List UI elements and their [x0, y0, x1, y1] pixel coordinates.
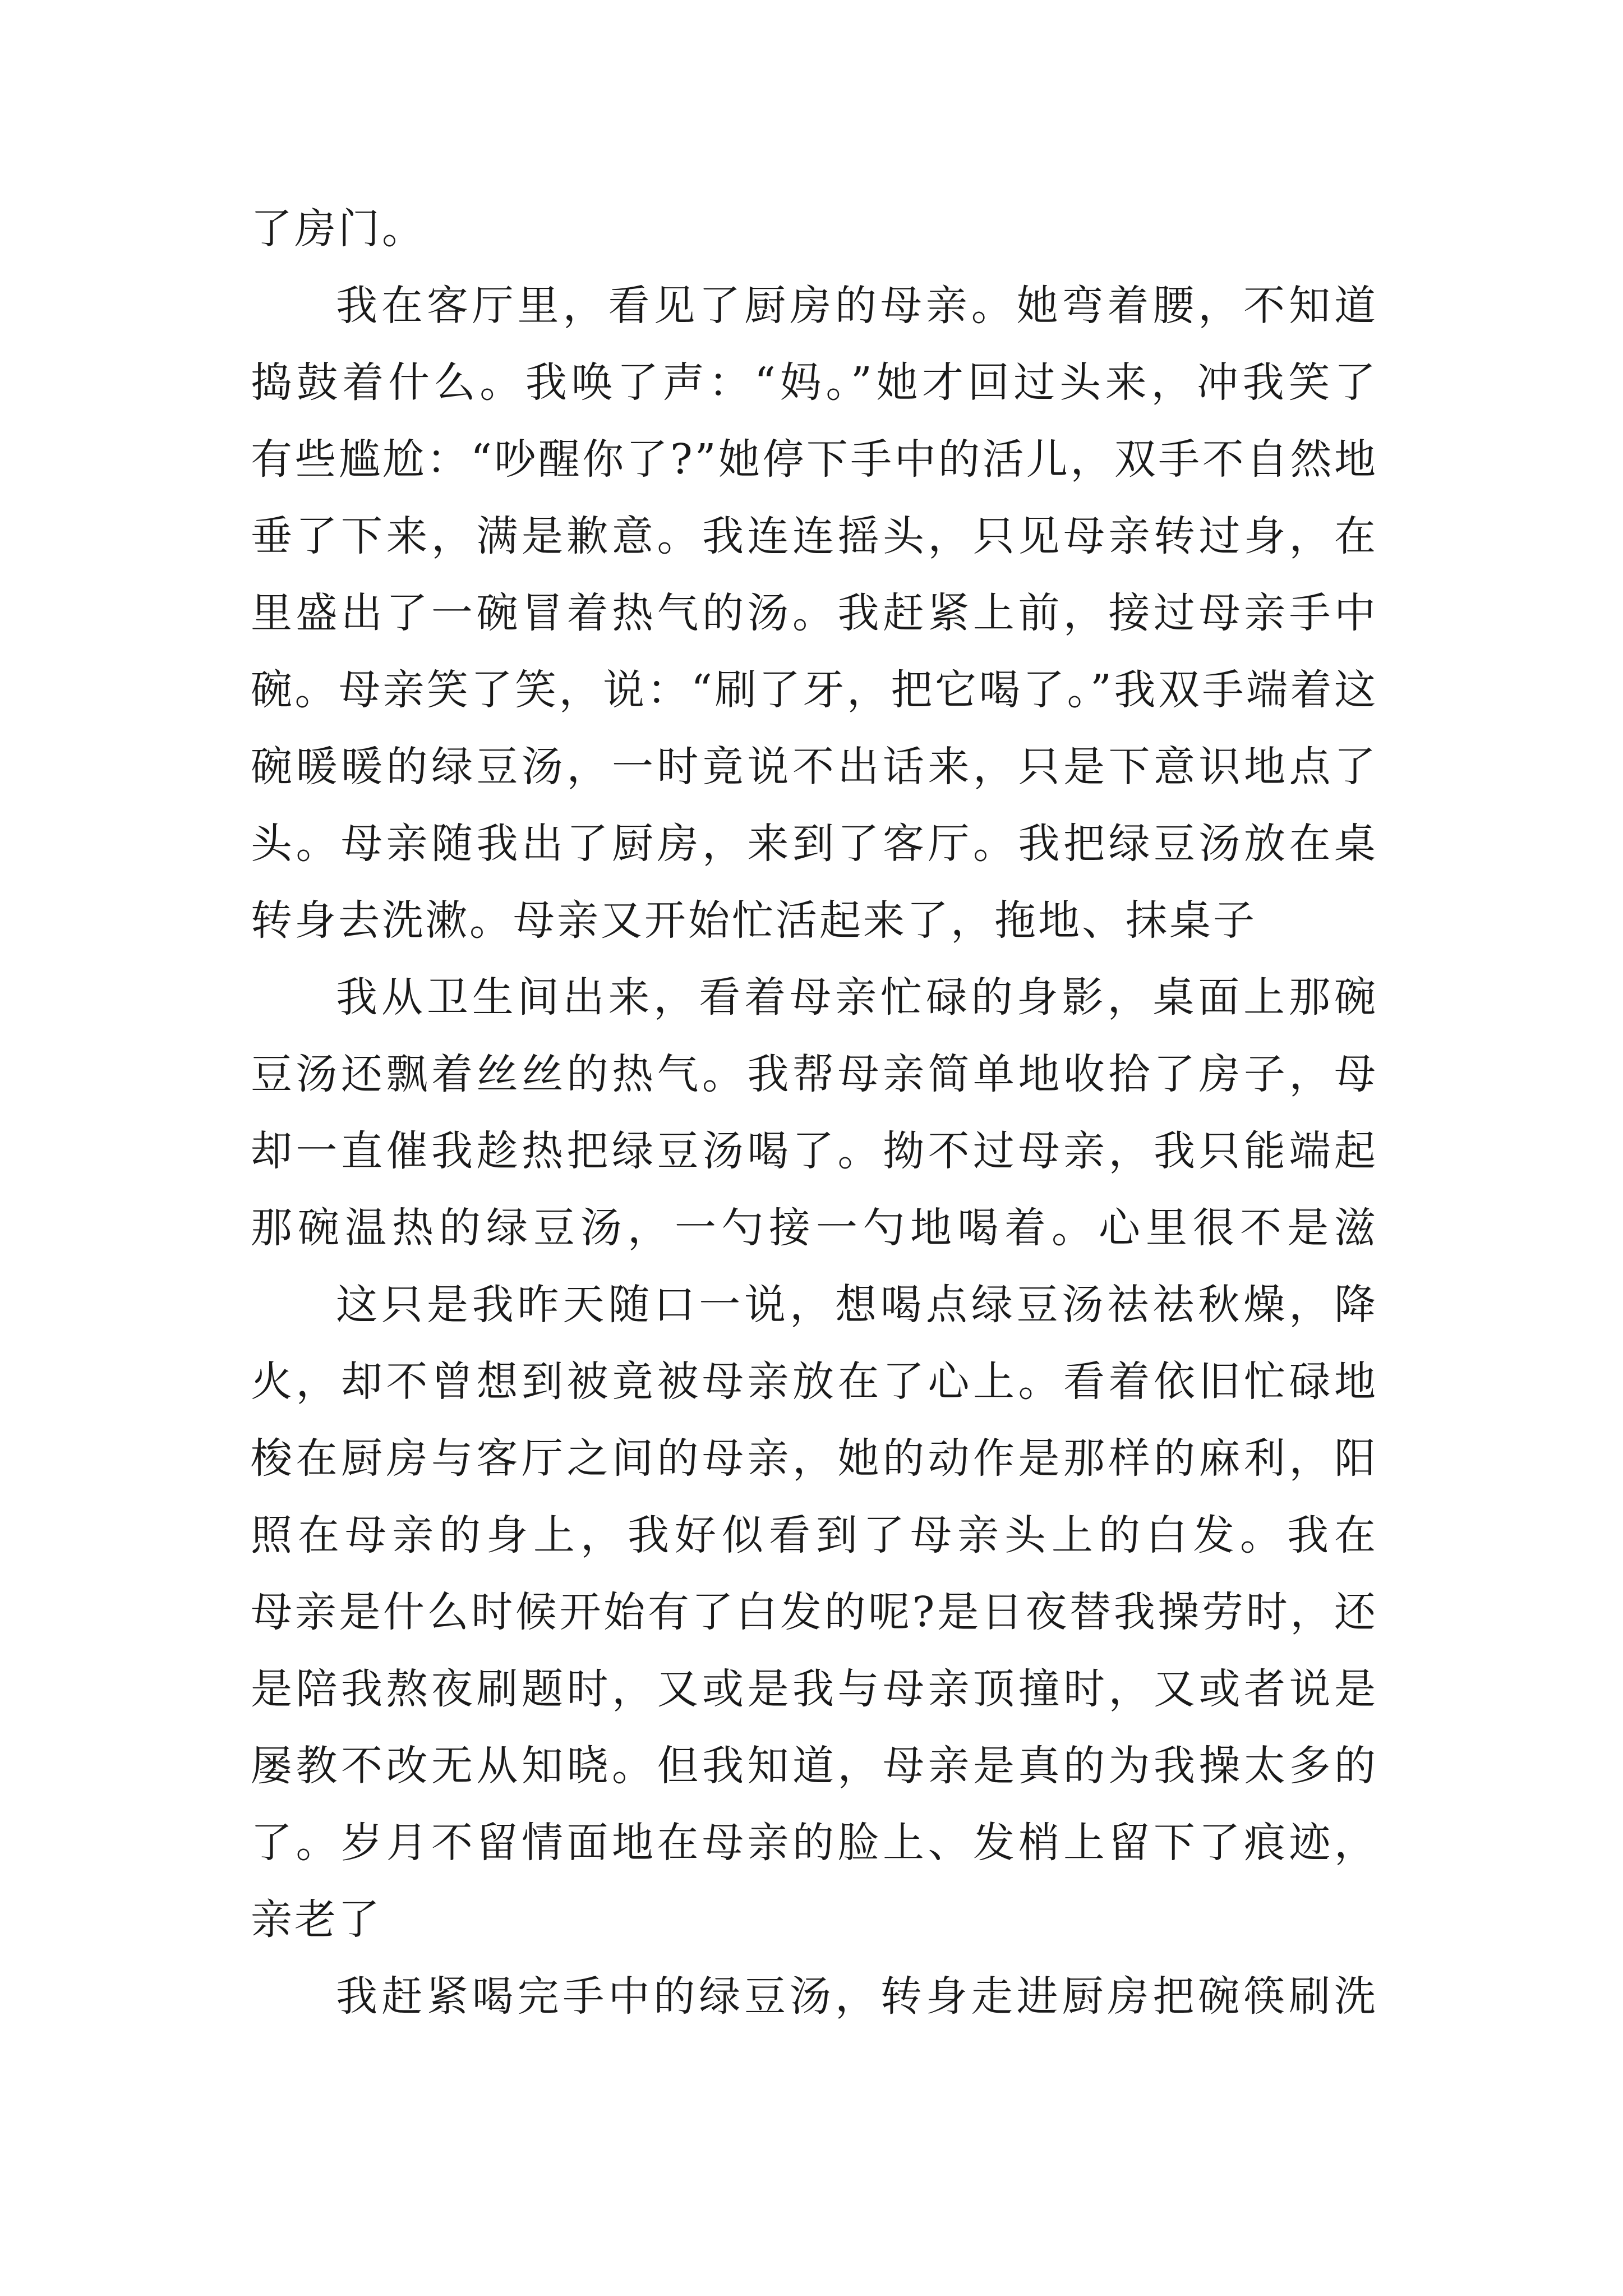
text-line: 转身去洗漱。母亲又开始忙活起来了，拖地、抹桌子 [251, 896, 1257, 945]
text-line: 火，却不曾想到被竟被母亲放在了心上。看着依旧忙碌地 [251, 1358, 1378, 1406]
text-line: 碗。母亲笑了笑，说：“刷了牙，把它喝了。”我双手端着这 [251, 666, 1378, 714]
text-line: 了。岁月不留情面地在母亲的脸上、发梢上留下了痕迹， [251, 1819, 1378, 1867]
text-line: 碗暖暖的绿豆汤，一时竟说不出话来，只是下意识地点了 [251, 743, 1378, 791]
text-line: 豆汤还飘着丝丝的热气。我帮母亲简单地收拾了房子，母 [251, 1050, 1378, 1098]
text-line: 里盛出了一碗冒着热气的汤。我赶紧上前，接过母亲手中 [251, 589, 1378, 637]
text-line: 我在客厅里，看见了厨房的母亲。她弯着腰，不知道 [336, 282, 1378, 330]
text-line: 有些尴尬：“吵醒你了?”她停下手中的活儿，双手不自然地 [251, 435, 1378, 484]
text-line: 我赶紧喝完手中的绿豆汤，转身走进厨房把碗筷刷洗 [336, 1972, 1378, 2021]
text-line: 我从卫生间出来，看着母亲忙碌的身影，桌面上那碗 [336, 973, 1378, 1022]
text-line: 这只是我昨天随口一说，想喝点绿豆汤祛祛秋燥，降 [336, 1281, 1378, 1329]
text-line: 是陪我熬夜刷题时，又或是我与母亲顶撞时，又或者说是 [251, 1665, 1378, 1713]
text-line: 梭在厨房与客厅之间的母亲，她的动作是那样的麻利，阳 [251, 1434, 1378, 1483]
text-line: 照在母亲的身上，我好似看到了母亲头上的白发。我在 [251, 1511, 1378, 1559]
text-line: 头。母亲随我出了厨房，来到了客厅。我把绿豆汤放在桌 [251, 820, 1378, 868]
text-line: 捣鼓着什么。我唤了声：“妈。”她才回过头来，冲我笑了 [251, 358, 1378, 407]
text-line: 那碗温热的绿豆汤，一勺接一勺地喝着。心里很不是滋 [251, 1204, 1378, 1252]
text-line: 却一直催我趁热把绿豆汤喝了。拗不过母亲，我只能端起 [251, 1127, 1378, 1175]
text-line: 母亲是什么时候开始有了白发的呢?是日夜替我操劳时，还 [251, 1588, 1378, 1636]
body-text [251, 191, 1378, 2035]
text-line: 屡教不改无从知晓。但我知道，母亲是真的为我操太多的 [251, 1742, 1378, 1790]
text-line: 垂了下来，满是歉意。我连连摇头，只见母亲转过身，在 [251, 512, 1378, 560]
text-line: 亲老了 [251, 1895, 382, 1944]
text-line: 了房门。 [251, 205, 426, 253]
